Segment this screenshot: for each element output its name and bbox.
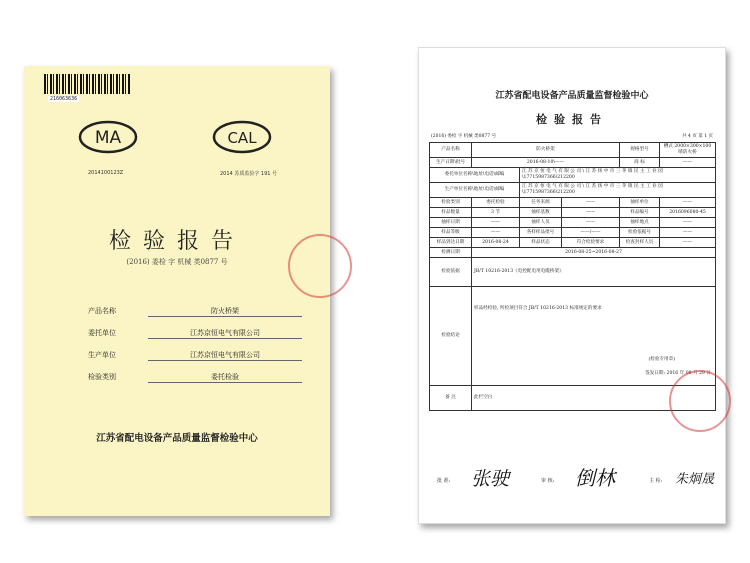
inspector-signature: 朱炯晟	[675, 472, 715, 487]
cell: JB/T 10216-2013《电控配电用电缆桥架》	[472, 258, 716, 287]
cell: 样品到达日期	[430, 238, 472, 248]
conclusion-text: 样品经检验, 所检项目符合 JB/T 10216-2013 标准规定的要求	[474, 306, 602, 311]
cell: 槽式 2000×300×100 喷防火桥	[660, 143, 716, 158]
cell: ——	[660, 158, 716, 168]
cell: 生产单位名称\地址\电话\邮编	[430, 183, 520, 198]
cell: 产品名称	[430, 143, 472, 158]
cell: 检查封样人员	[620, 238, 660, 248]
cell: 规格型号	[620, 143, 660, 158]
barcode	[44, 74, 130, 94]
cell: 样品状态	[520, 238, 562, 248]
ma-number: 2014100123Z	[88, 170, 124, 176]
cell: 抽样人员	[520, 218, 562, 228]
cover-row-category	[88, 372, 302, 384]
table-row	[430, 248, 716, 258]
report-page	[418, 47, 726, 524]
cell: 样品数量	[430, 208, 472, 218]
approver-signature: 张驶	[471, 468, 510, 490]
cell: 备 注	[430, 386, 472, 411]
cell: 3 节	[472, 208, 520, 218]
cal-certification-icon	[210, 120, 274, 154]
cell: 抽样地点	[620, 218, 660, 228]
cell: ——	[472, 228, 520, 238]
reviewer-signature: 倒林	[575, 466, 615, 490]
cell: 2016096080-45	[660, 208, 716, 218]
cell: ——	[562, 218, 620, 228]
table-row	[430, 238, 716, 248]
sign-date: 签发日期: 2016 年 08 月 29 日	[645, 371, 711, 376]
red-seal-stamp	[669, 370, 731, 432]
cell: ——	[660, 228, 716, 238]
cover-organization: 江苏省配电设备产品质量监督检验中心	[96, 433, 258, 444]
ma-certification-icon	[76, 120, 140, 154]
cover-value: 委托检验	[148, 372, 302, 383]
report-title: 检验报告	[536, 113, 608, 126]
cell: 抽样基数	[520, 208, 562, 218]
cover-row-maker	[88, 350, 302, 362]
cover-row-product	[88, 306, 302, 318]
cover-title: 检验报告	[108, 229, 245, 254]
cell: 委托检验	[472, 198, 520, 208]
cell: ——	[562, 208, 620, 218]
cal-number: 2014 苏质监验字 191 号	[220, 171, 278, 177]
cell: 此栏空白	[472, 386, 716, 411]
cell: ——	[660, 238, 716, 248]
cell: 任务来源	[520, 198, 562, 208]
cell: 检验结论	[430, 287, 472, 386]
cover-page	[24, 66, 330, 516]
cover-value: 江苏京恒电气有限公司	[148, 328, 302, 339]
cell: 江 苏 京 恒 电 气 有 限 公 司 \ 江 苏 扬 中 市 三 茅 镇 民 主 工 业 园 \17715987366\212200	[520, 183, 716, 198]
cell: 各样样品批号	[520, 228, 562, 238]
cell: ——	[562, 198, 620, 208]
table-row	[430, 287, 716, 386]
cell: 委托单位名称\地址\电话\邮编	[430, 168, 520, 183]
cover-label: 产品名称	[88, 307, 116, 315]
cover-report-number: (2016) 委检 字 机械 类0877 号	[126, 258, 228, 266]
table-row	[430, 218, 716, 228]
cover-value: 防火桥架	[148, 306, 302, 317]
signature-row	[429, 460, 715, 490]
cover-label: 生产单位	[88, 351, 116, 359]
barcode-number: 216063636	[50, 96, 78, 102]
cell: 2016-08-24	[472, 238, 520, 248]
report-organization: 江苏省配电设备产品质量监督检验中心	[495, 91, 649, 101]
cell: 检验依据	[430, 258, 472, 287]
cell: 抽样单位	[620, 198, 660, 208]
cell: 商 标	[620, 158, 660, 168]
cell: 检测日期	[430, 248, 472, 258]
cell: 生产日期\批号	[430, 158, 472, 168]
cell: 符合检验要求	[562, 238, 620, 248]
cell: 样品编号	[620, 208, 660, 218]
cell: ——	[660, 198, 716, 208]
cell: 2016-08-25~2016-08-27	[472, 248, 716, 258]
approve-label: 批 准:	[437, 478, 451, 484]
report-number: (2016) 委检 字 机械 类0877 号	[431, 134, 497, 139]
table-row	[430, 258, 716, 287]
cell: 2016-08-10\——	[472, 158, 620, 168]
cell: 防火桥架	[472, 143, 620, 158]
cell: 抽样日期	[430, 218, 472, 228]
red-seal-stamp	[288, 234, 352, 298]
table-row	[430, 228, 716, 238]
ma-mark: MA	[94, 128, 122, 148]
table-row	[430, 183, 716, 198]
table-row	[430, 158, 716, 168]
table-row	[430, 198, 716, 208]
seal-note: (检验专用章)	[648, 357, 675, 362]
cell: 江 苏 京 恒 电 气 有 限 公 司 \ 江 苏 扬 中 市 三 茅 镇 民 主 工 业 园 \17715987366\212200	[520, 168, 716, 183]
table-row	[430, 208, 716, 218]
inspect-label: 主 检:	[649, 478, 663, 484]
cover-label: 检验类别	[88, 373, 116, 381]
cell: 检验依据号	[620, 228, 660, 238]
cover-label: 委托单位	[88, 329, 116, 337]
cell: 检验类别	[430, 198, 472, 208]
cell: ——	[472, 218, 520, 228]
cover-value: 江苏京恒电气有限公司	[148, 350, 302, 361]
table-row	[430, 168, 716, 183]
cal-mark: CAL	[227, 129, 257, 147]
report-table	[429, 142, 716, 411]
report-page-info: 共 4 页 第 1 页	[682, 134, 713, 139]
cell: ——	[660, 218, 716, 228]
table-row	[430, 143, 716, 158]
cell: ——/——	[562, 228, 620, 238]
review-label: 审 核:	[541, 478, 555, 484]
cell: 样品等级	[430, 228, 472, 238]
conclusion-cell	[472, 287, 716, 386]
cover-row-client	[88, 328, 302, 340]
